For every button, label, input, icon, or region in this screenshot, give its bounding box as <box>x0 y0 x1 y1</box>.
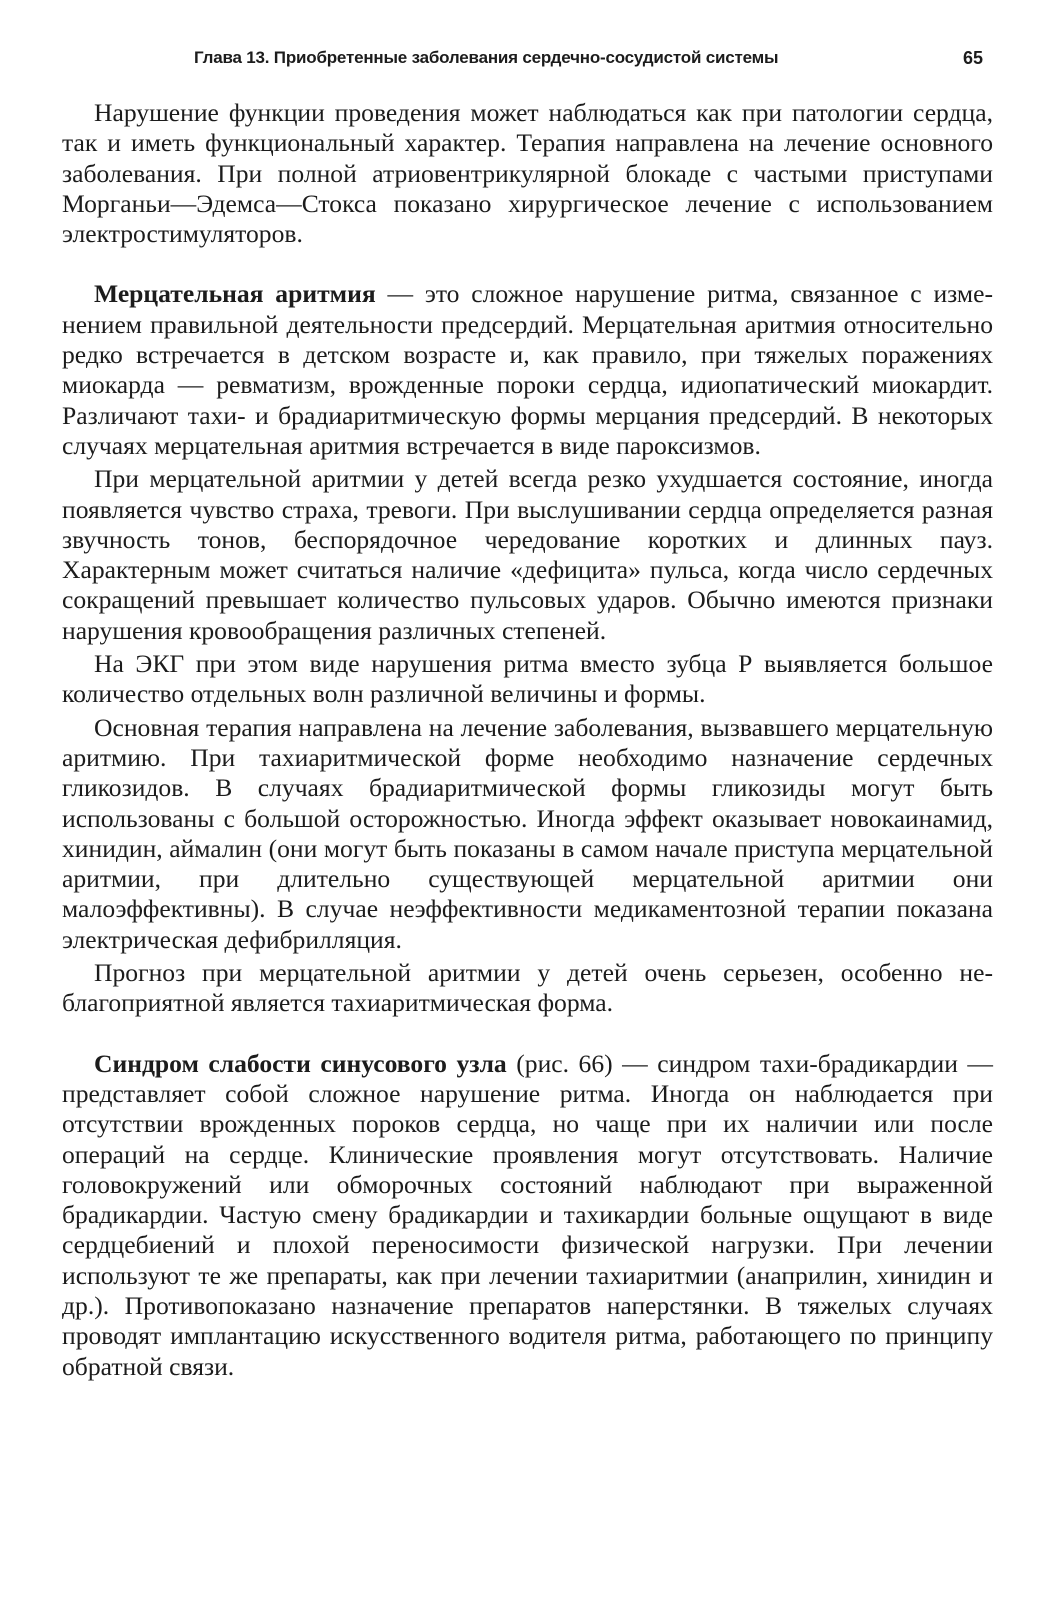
paragraph-text: При мерцательной аритмии у детей всегда резко ухудшается состояние, иногда появляется чувство страха, тревоги. При выслушивании сердца определяется разная звучность тонов, беспорядочное чередование коротких и длинных пауз. Характерным может считаться наличие «дефицита» пульса, когда число сердечных сокращений превышает количество пульсовых ударов. Обычно имеются признаки нарушения кровообращения различных степеней. <box>62 464 993 645</box>
paragraph-text: — это сложное нарушение ритма, связанное с изменением правильной деятельности предсердий. Мерцательная аритмия относительно редко встречается в детском возрасте и, как правило, при тяжелых поражениях миокарда — ревматизм, врожденные пороки сердца, идиопатический миокардит. Различают тахи- и брадиаритмическую формы мерцания предсердий. В некоторых случаях мерцательная аритмия встречается в виде пароксизмов. <box>62 279 993 460</box>
paragraph-symptoms <box>62 464 993 646</box>
paragraph-prognosis <box>62 958 993 1019</box>
paragraph-text: Нарушение функции проведения может наблюдаться как при патологии сердца, так и иметь функциональный характер. Терапия направлена на лечение основного заболевания. При полной атриовентрикулярной блокаде с частыми приступами Морганьи—Эдемса—Стокса показано хирургическое лечение с использованием электростимуляторов. <box>62 98 993 249</box>
paragraph-text: (рис. 66) — синдром тахи-брадикардии — представляет собой сложное нарушение ритма. Иногда он наблюдается при отсутствии врожденных пороков сердца, но чаще при их наличии или после операций на сердце. Клинические проявления могут отсутствовать. Наличие головокружений или обморочных состояний наблюдают при выраженной брадикардии. Частую смену брадикардии и тахикардии больные ощущают в виде сердцебиений и плохой переносимости физической нагрузки. При лечении используют те же препараты, как при лечении тахиаритмии (анаприлин, хинидин и др.). Противопоказано назначение препаратов наперстянки. В тяжелых случаях проводят имплантацию искусственного водителя ритма, работающего по принципу обратной связи. <box>62 1048 993 1381</box>
paragraph-atrial-fibrillation <box>62 279 993 461</box>
body-text <box>62 98 993 1382</box>
paragraph-text: Основная терапия направлена на лечение заболевания, вызвавшего мерцательную аритмию. При тахиаритмической форме необходимо назначение сердечных гликозидов. В случаях брадиаритмической формы гликозиды могут быть использованы с большой осторожностью. Иногда эффект оказывает новокаинамид, хинидин, аймалин (они могут быть показаны в самом начале приступа мерцательной аритмии, при длительно существующей мерцательной аритмии они малоэффективны). В случае неэффективности медикаментозной терапии показана электрическая дефибрилляция. <box>62 712 993 954</box>
paragraph-sick-sinus <box>62 1049 993 1382</box>
paragraph-ecg <box>62 649 993 710</box>
running-title: Глава 13. Приобретенные заболевания сердечно-сосудистой системы <box>194 48 779 67</box>
paragraph-term: Синдром слабости синусового узла <box>94 1048 507 1078</box>
paragraph-term: Мерцательная аритмия <box>94 279 376 309</box>
paragraph-therapy <box>62 713 993 955</box>
paragraph-text: На ЭКГ при этом виде нарушения ритма вместо зубца Р выявляется большое количество отдельных волн различной величины и формы. <box>62 649 993 709</box>
paragraph-conduction-disorder <box>62 98 993 249</box>
page-number: 65 <box>962 48 983 68</box>
paragraph-text: Прогноз при мерцательной аритмии у детей очень серьезен, особенно неблагоприятной является тахиаритмическая форма. <box>62 958 993 1018</box>
running-head <box>62 44 991 72</box>
